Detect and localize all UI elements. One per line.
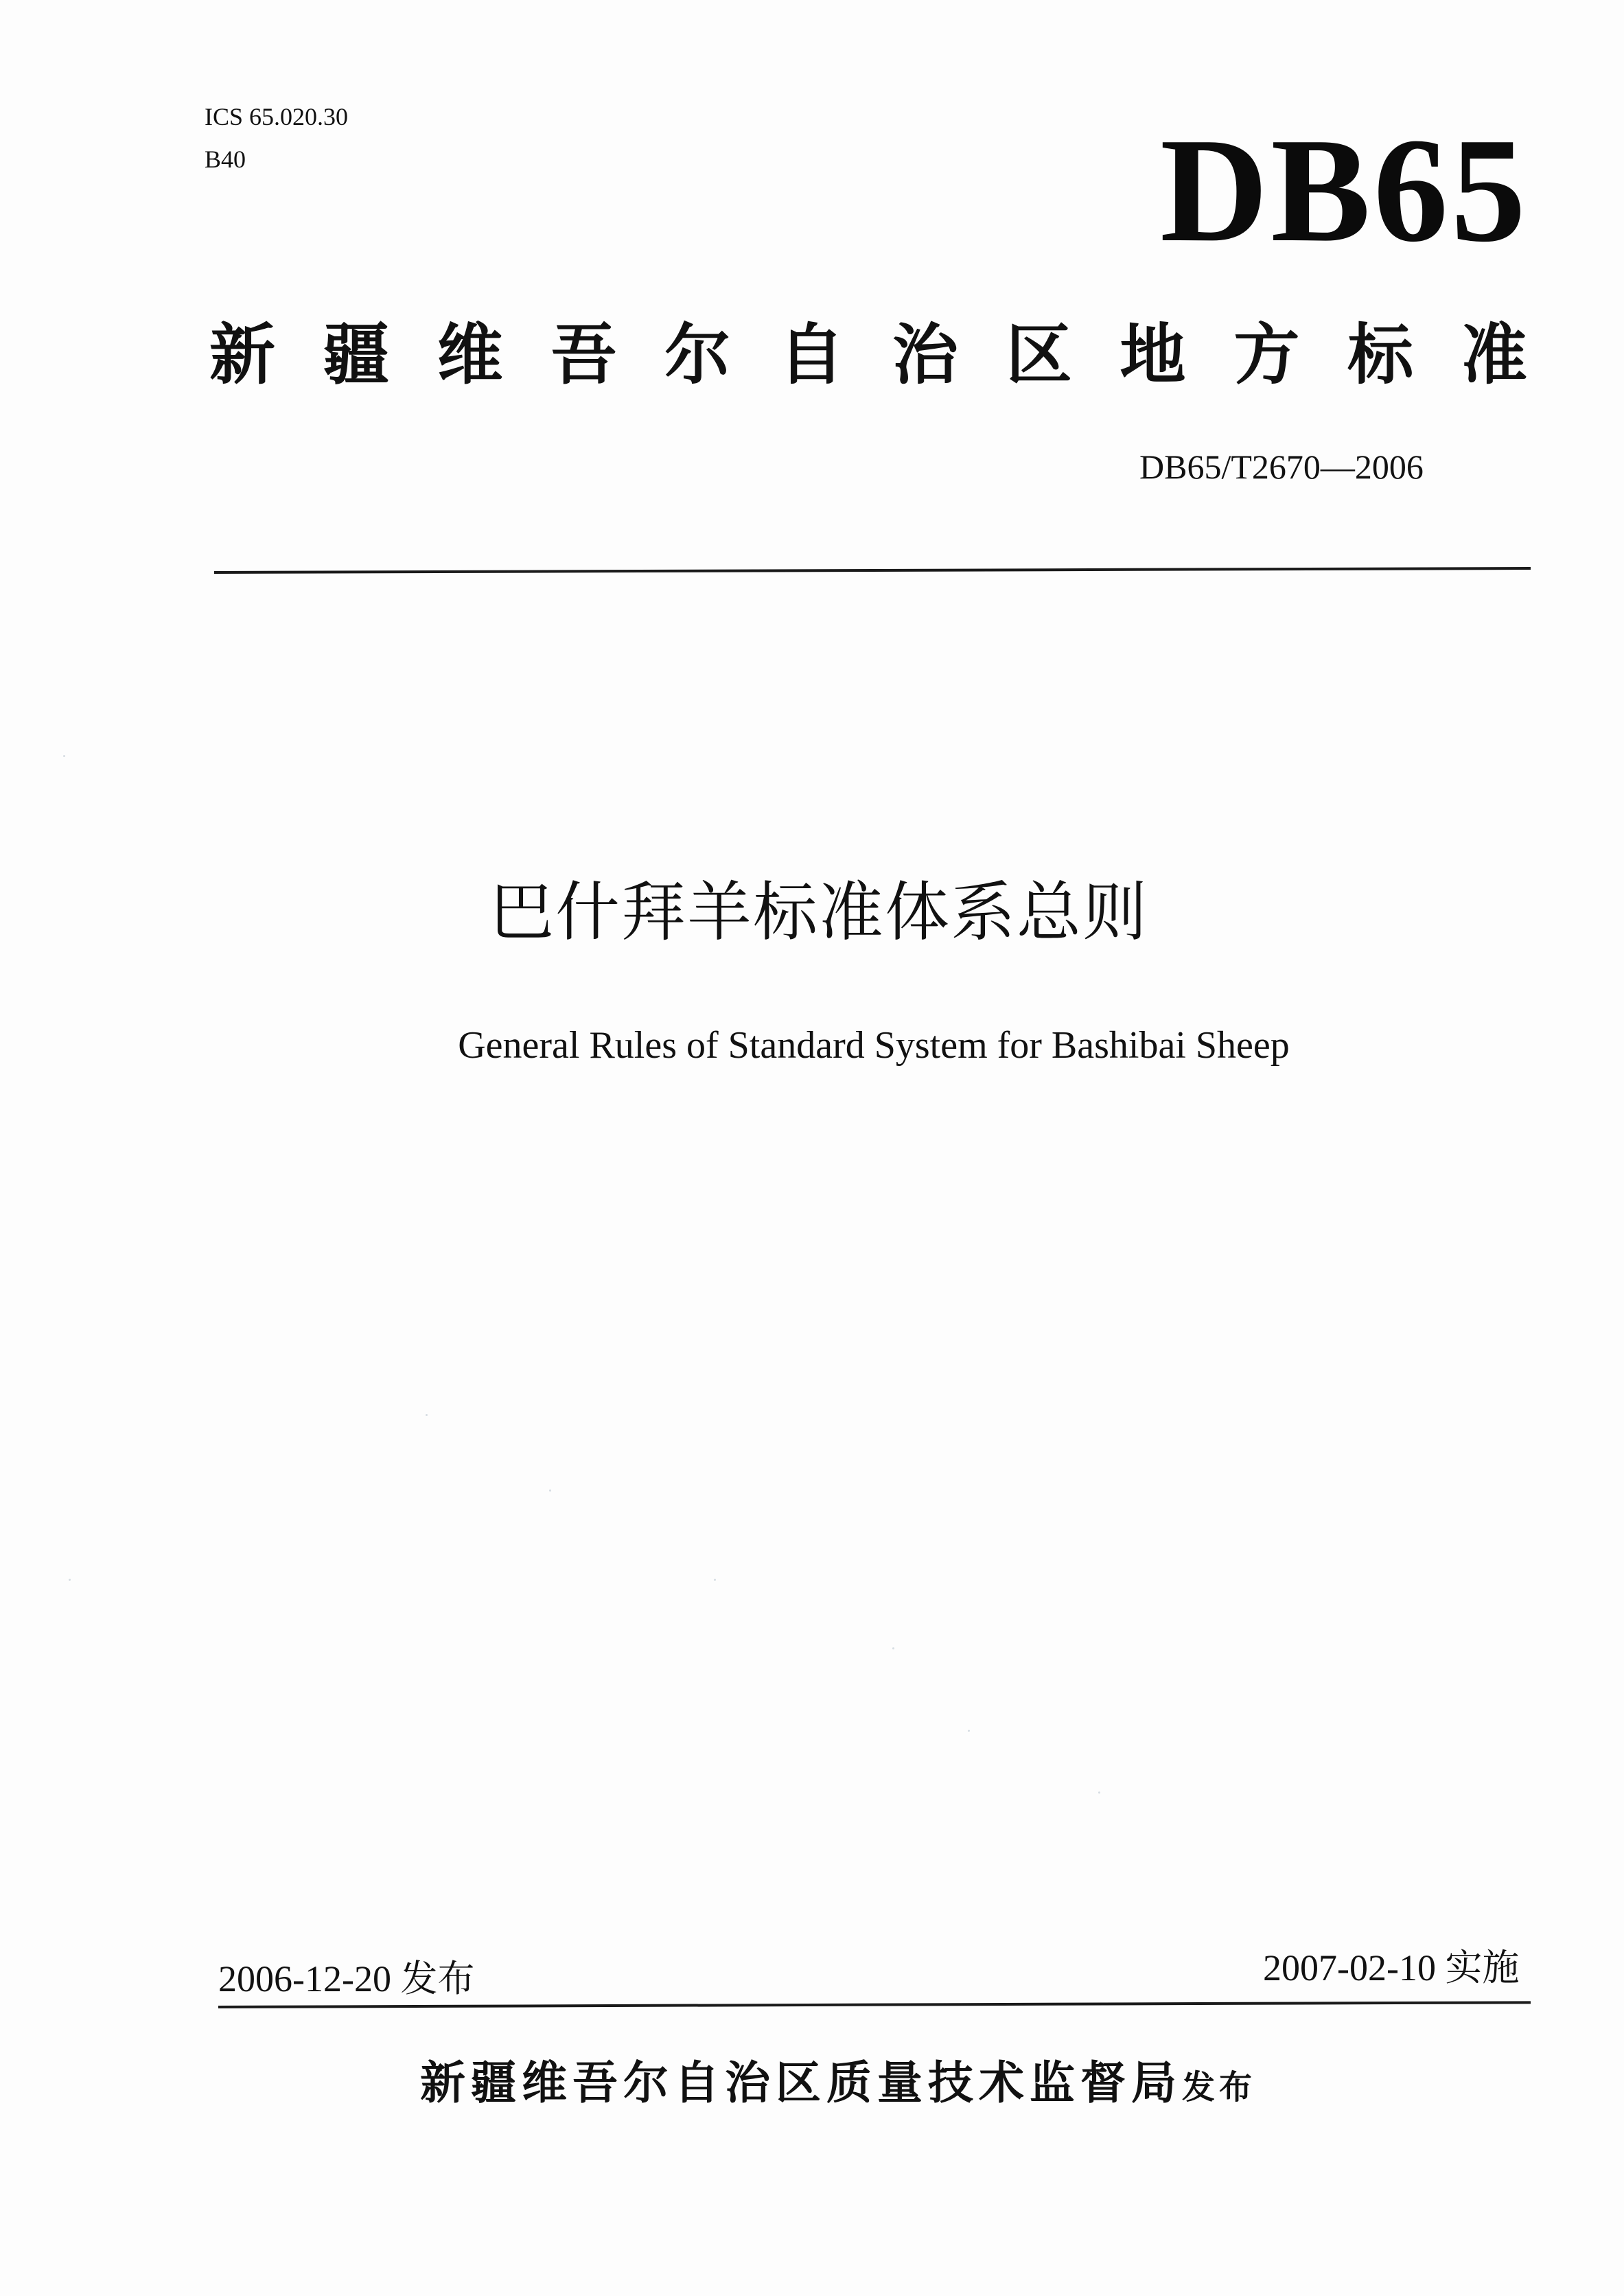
standard-type-char: 方 xyxy=(1233,316,1300,393)
standard-type-char: 地 xyxy=(1120,316,1186,393)
issue-date: 2006-12-20 发布 xyxy=(218,1958,475,1999)
scan-speck xyxy=(714,1579,716,1581)
standard-type-char: 维 xyxy=(437,316,503,393)
standard-type-char: 标 xyxy=(1347,316,1414,393)
publisher-line xyxy=(420,2052,1256,2118)
scan-speck xyxy=(69,1579,71,1581)
standard-type-char: 区 xyxy=(1006,316,1072,393)
standard-type-heading xyxy=(209,310,1527,399)
standard-type-char: 准 xyxy=(1461,316,1527,393)
scan-speck xyxy=(63,755,65,757)
standard-type-char: 自 xyxy=(778,316,845,393)
standard-type-char: 尔 xyxy=(664,316,731,393)
implementation-date: 2007-02-10 实施 xyxy=(1263,1947,1520,1988)
standard-type-char: 吾 xyxy=(550,316,617,393)
top-divider xyxy=(214,567,1531,574)
scan-speck xyxy=(426,1414,428,1416)
ics-code: ICS 65.020.30 xyxy=(205,103,349,130)
db65-logo: DB65 xyxy=(1160,108,1529,273)
standard-number: DB65/T2670—2006 xyxy=(1139,448,1424,486)
publisher-name: 新疆维吾尔自治区质量技术监督局 xyxy=(420,2056,1182,2109)
scan-speck xyxy=(549,1489,551,1492)
scan-speck xyxy=(1098,1791,1100,1794)
publisher-suffix: 发布 xyxy=(1182,2068,1257,2107)
classification-code: B40 xyxy=(205,146,246,173)
standard-type-char: 治 xyxy=(892,316,958,393)
scan-speck xyxy=(892,1647,894,1649)
document-title-english: General Rules of Standard System for Bashibai Sheep xyxy=(458,1024,1290,1067)
document-title-chinese: 巴什拜羊标准体系总则 xyxy=(489,875,1148,950)
scan-speck xyxy=(968,1730,970,1732)
standard-type-char: 疆 xyxy=(323,316,389,393)
standard-type-char: 新 xyxy=(209,316,275,393)
